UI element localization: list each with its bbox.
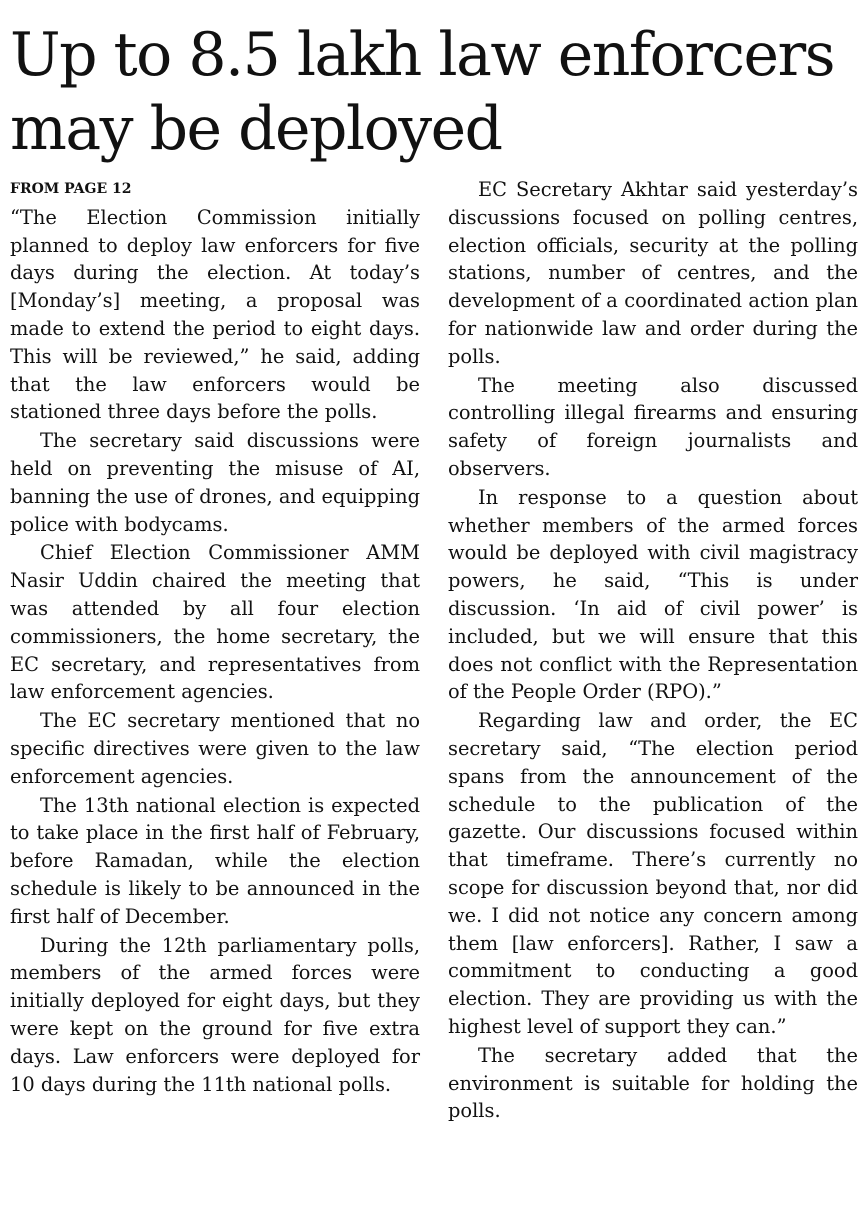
left-column [10, 176, 420, 1099]
paragraph: The 13th national election is expected to take place in the first half of February, before Ramadan, while the election schedule is likely to be announced in the first half of December. [10, 793, 420, 928]
paragraph: In response to a question about whether members of the armed forces would be deployed with civil magistracy powers, he said, “This is under discussion. ‘In aid of civil power’ is included, but we will ensure that this does not conflict with the Representation of the People Order (RPO).” [448, 485, 858, 704]
paragraph: Chief Election Commissioner AMM Nasir Uddin chaired the meeting that was attended by all four election commissioners, the home secretary, the EC secretary, and representatives from law enforcement agencies. [10, 541, 420, 704]
headline: Up to 8.5 lakh law enforcers may be deployed [10, 20, 835, 164]
paragraph: The secretary added that the environment is suitable for holding the polls. [448, 1043, 858, 1123]
paragraph: The meeting also discussed controlling illegal firearms and ensuring safety of foreign journalists and observers. [448, 373, 858, 480]
dateline: FROM PAGE 12 [10, 181, 132, 197]
paragraph: During the 12th parliamentary polls, members of the armed forces were initially deployed for eight days, but they were kept on the ground for five extra days. Law enforcers were deployed for 10 days during the 11th national polls. [10, 933, 420, 1096]
right-column [448, 176, 858, 1126]
paragraph: EC Secretary Akhtar said yesterday’s discussions focused on polling centres, election officials, security at the polling stations, number of centres, and the development of a coordinated action plan for nationwide law and order during the polls. [448, 178, 858, 368]
paragraph: The EC secretary mentioned that no specific directives were given to the law enforcement agencies. [10, 709, 420, 788]
paragraph: The secretary said discussions were held on preventing the misuse of AI, banning the use of drones, and equipping police with bodycams. [10, 429, 420, 536]
paragraph: Regarding law and order, the EC secretary said, “The election period spans from the announcement of the schedule to the publication of the gazette. Our discussions focused within that timeframe. There’s currently no scope for discussion beyond that, nor did we. I did not notice any concern among them [law enforcers]. Rather, I saw a commitment to conducting a good election. They are providing us with the highest level of support they can.” [448, 709, 858, 1038]
paragraph: “The Election Commission initially planned to deploy law enforcers for five days during the election. At today’s [Monday’s] meeting, a proposal was made to extend the period to eight days. This will be reviewed,” he said, adding that the law enforcers would be stationed three days before the polls. [10, 205, 420, 424]
